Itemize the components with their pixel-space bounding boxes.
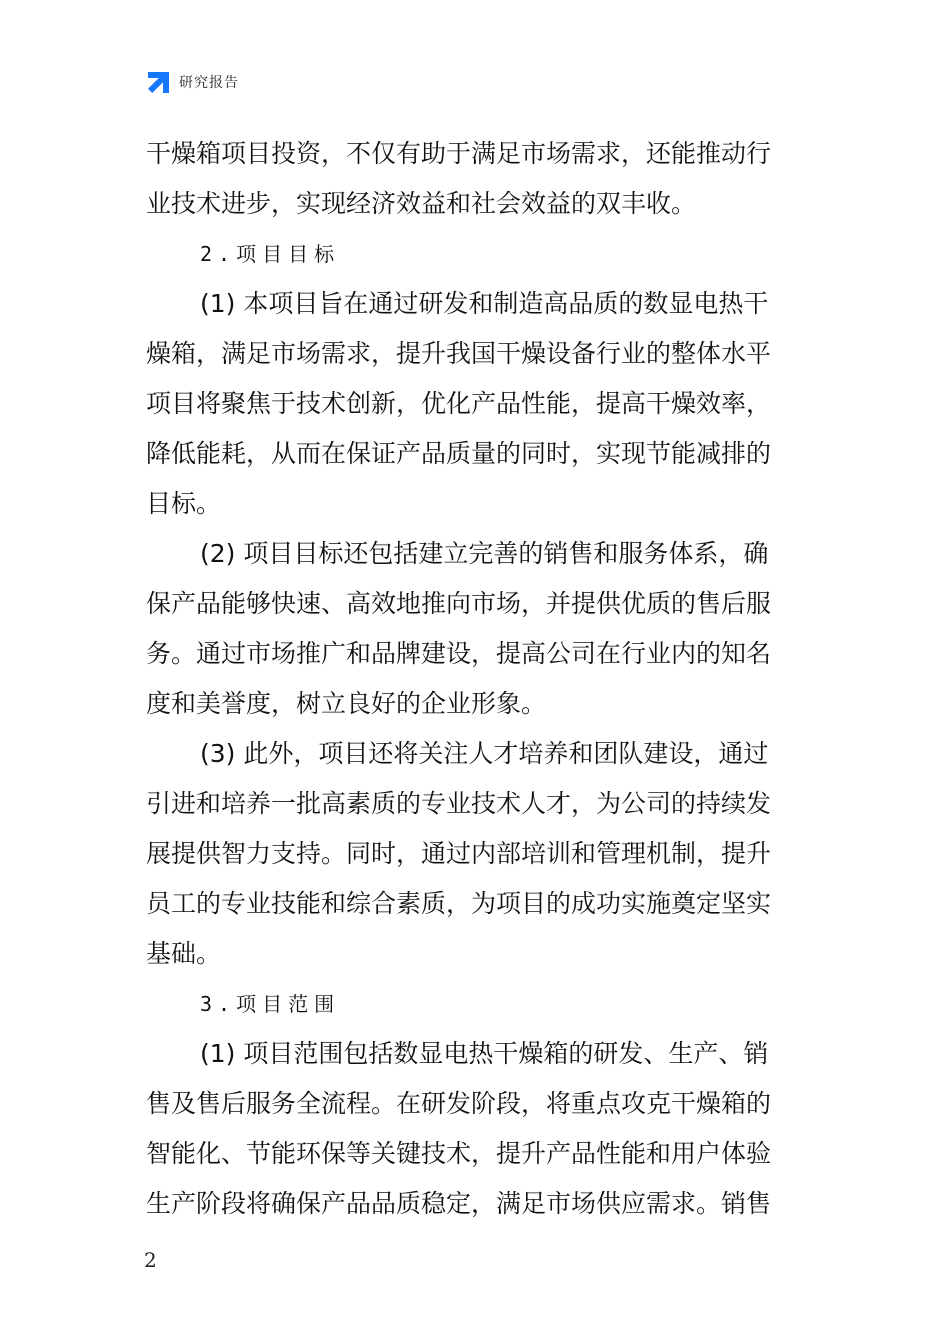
text-line: (2) 项目目标还包括建立完善的销售和服务体系，确 xyxy=(200,539,769,568)
text-line: 员工的专业技能和综合素质，为项目的成功实施奠定坚实 xyxy=(146,889,772,918)
text-line: 干燥箱项目投资，不仅有助于满足市场需求，还能推动行 xyxy=(146,139,772,168)
text-line: 度和美誉度，树立良好的企业形象。 xyxy=(146,689,547,718)
page-header xyxy=(146,68,239,96)
text-line: 引进和培养一批高素质的专业技术人才，为公司的持续发 xyxy=(146,789,772,818)
text-line: 保产品能够快速、高效地推向市场，并提供优质的售后服 xyxy=(146,589,772,618)
text-line: 生产阶段将确保产品品质稳定，满足市场供应需求。销售 xyxy=(146,1189,772,1218)
text-line: 降低能耗，从而在保证产品质量的同时，实现节能减排的 xyxy=(146,439,772,468)
text-line: 售及售后服务全流程。在研发阶段，将重点攻克干燥箱的 xyxy=(146,1089,772,1118)
text-line: 目标。 xyxy=(146,489,222,518)
page-number: 2 xyxy=(144,1248,157,1272)
text-line: 基础。 xyxy=(146,939,222,968)
text-line: 展提供智力支持。同时，通过内部培训和管理机制，提升 xyxy=(146,839,772,868)
text-line: 智能化、节能环保等关键技术，提升产品性能和用户体验 xyxy=(146,1139,772,1168)
section-heading: 2.项目目标 xyxy=(200,242,341,266)
text-line: 燥箱，满足市场需求，提升我国干燥设备行业的整体水平 xyxy=(146,339,772,368)
header-title: 研究报告 xyxy=(179,75,239,91)
document-body xyxy=(146,129,810,1229)
text-line: (1) 本项目旨在通过研发和制造高品质的数显电热干 xyxy=(200,289,769,318)
text-line: (3) 此外，项目还将关注人才培养和团队建设，通过 xyxy=(200,739,769,768)
text-line: 项目将聚焦于技术创新，优化产品性能，提高干燥效率， xyxy=(146,389,772,418)
text-line: (1) 项目范围包括数显电热干燥箱的研发、生产、销 xyxy=(200,1039,769,1068)
text-line: 务。通过市场推广和品牌建设，提高公司在行业内的知名 xyxy=(146,639,772,668)
text-line: 业技术进步，实现经济效益和社会效益的双丰收。 xyxy=(146,189,697,218)
arrow-logo-icon xyxy=(146,70,171,95)
section-heading: 3.项目范围 xyxy=(200,992,341,1016)
